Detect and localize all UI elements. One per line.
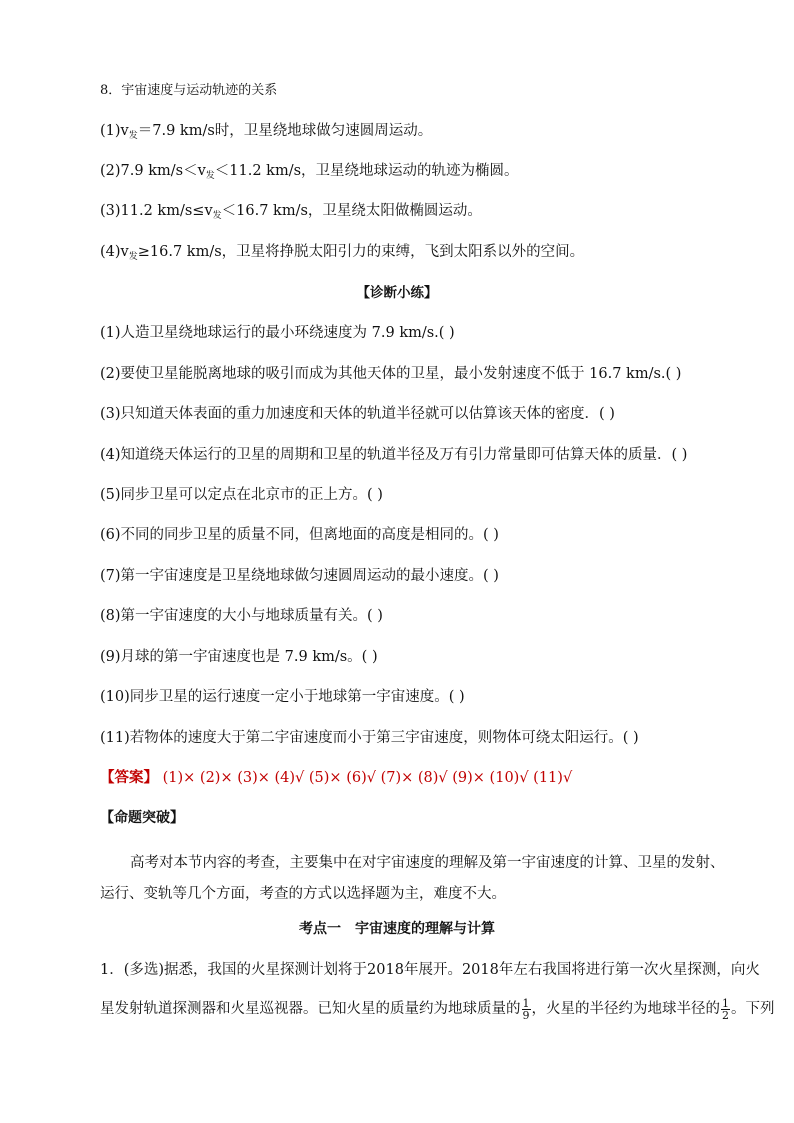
fraction-one-ninth: $\frac{1}{9}$: [522, 996, 530, 1022]
answer-line: [100, 768, 572, 788]
diagnosis-heading: 【诊断小练】: [356, 285, 438, 301]
kaodian-heading: 考点一 宇宙速度的理解与计算: [299, 921, 495, 937]
question-1-line-2: 星发射轨道探测器和火星巡视器。已知火星的质量约为地球质量的 $\frac{1}{9}$ ，火星的半径约为地球半径的 $\frac{1}{2}$ 。下列: [100, 996, 775, 1022]
diagnosis-item: (7)第一宇宙速度是卫星绕地球做匀速圆周运动的最小速度。( ): [100, 568, 499, 584]
diagnosis-item: (10)同步卫星的运行速度一定小于地球第一宇宙速度。( ): [100, 689, 465, 705]
diagnosis-item: (5)同步卫星可以定点在北京市的正上方。( ): [100, 487, 383, 503]
diagnosis-item: (11)若物体的速度大于第二宇宙速度而小于第三宇宙速度，则物体可绕太阳运行。( ): [100, 730, 639, 746]
relation-item-4: $(4)v_发\ge 16.7$ km/s，卫星将挣脱太阳引力的束缚，飞到太阳系以外的空间。: [100, 244, 585, 262]
diagnosis-item: (9)月球的第一宇宙速度也是 7.9 km/s。( ): [100, 649, 378, 665]
section-title: 8．宇宙速度与运动轨迹的关系: [100, 83, 278, 98]
relation-item-2: (2)7.9 $km/s<v_发<11.2$ km/s，卫星绕地球运动的轨迹为椭圆。: [100, 163, 519, 181]
diagnosis-item: (1)人造卫星绕地球运行的最小环绕速度为 7.9 km/s.( ): [100, 325, 455, 341]
breakthrough-paragraph: 高考对本节内容的考查，主要集中在对宇宙速度的理解及第一宇宙速度的计算、卫星的发射、运行、变轨等几个方面，考查的方式以选择题为主，难度不大。: [100, 855, 725, 902]
breakthrough-heading: 【命题突破】: [100, 810, 184, 826]
diagnosis-item: (2)要使卫星能脱离地球的吸引而成为其他天体的卫星，最小发射速度不低于 16.7 km/s.( ): [100, 366, 682, 382]
diagnosis-item: (3)只知道天体表面的重力加速度和天体的轨道半径就可以估算该天体的密度．( ): [100, 406, 615, 422]
question-1-line-1: 1．(多选)据悉，我国的火星探测计划将于2018年展开。2018年左右我国将进行第一次火星探测，向火: [100, 962, 760, 978]
diagnosis-item: (6)不同的同步卫星的质量不同，但离地面的高度是相同的。( ): [100, 527, 499, 543]
diagnosis-item: (4)知道绕天体运行的卫星的周期和卫星的轨道半径及万有引力常量即可估算天体的质量．( ): [100, 447, 688, 463]
relation-item-3: (3)11.2 $km/s\le v_发<16.7$ km/s，卫星绕太阳做椭圆运动。: [100, 203, 482, 221]
diagnosis-item: (8)第一宇宙速度的大小与地球质量有关。( ): [100, 608, 383, 624]
relation-item-1: $(1)v_发=7.9$ km/s时，卫星绕地球做匀速圆周运动。: [100, 123, 433, 141]
answer-text: (1)× (2)× (3)× (4)√ (5)× (6)√ (7)× (8)√ (9)× (10)√ (11)√: [158, 770, 573, 786]
fraction-one-half: $\frac{1}{2}$: [722, 996, 729, 1022]
answer-label: 【答案】: [100, 769, 158, 786]
